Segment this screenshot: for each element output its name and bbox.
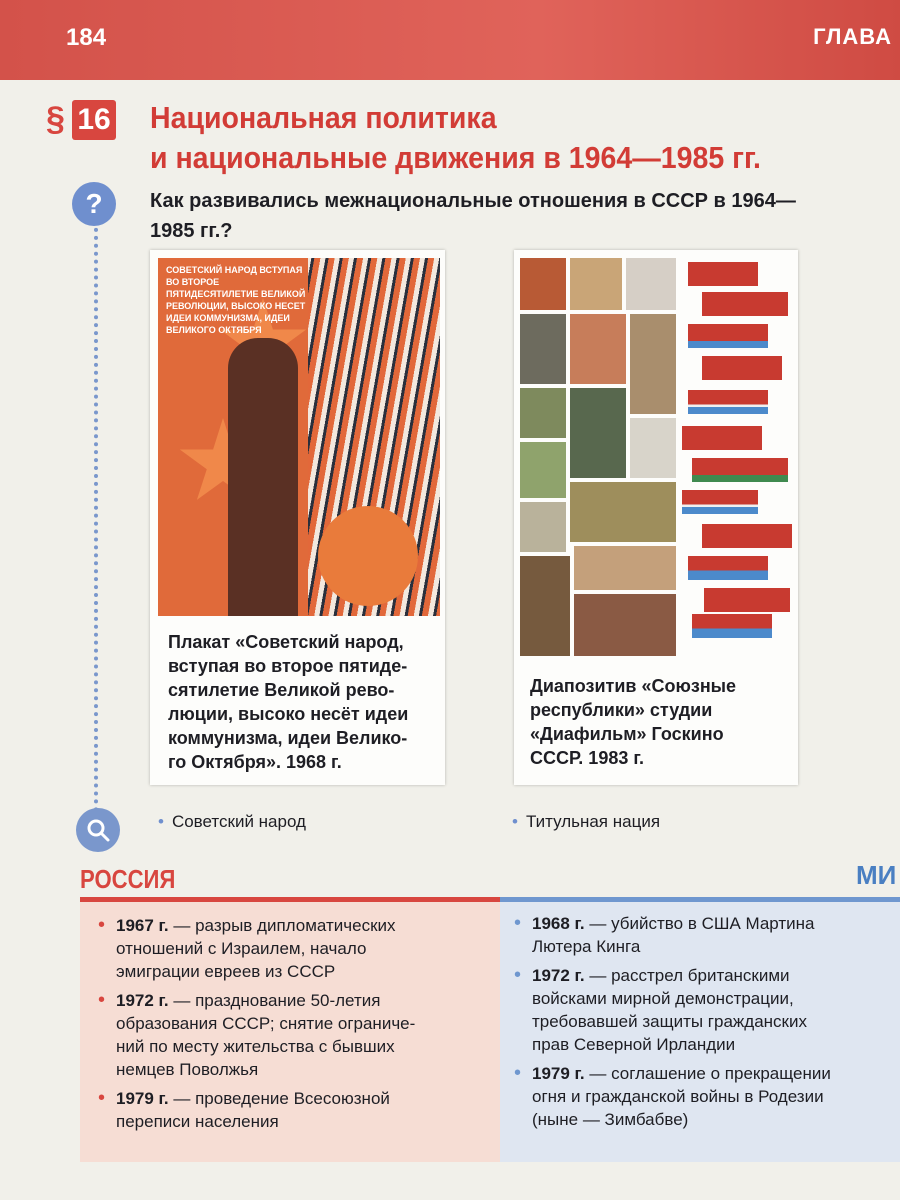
- caption-line: вступая во второе пятиде-: [168, 656, 408, 676]
- flag: [692, 614, 772, 638]
- woman-figure: [228, 338, 298, 616]
- concept-label: Титульная нация: [525, 812, 661, 831]
- collage-photo: [574, 594, 676, 656]
- page-number: 184: [66, 24, 107, 51]
- event-item: [512, 964, 897, 1056]
- dotted-guide-line: [94, 220, 98, 820]
- collage-photo: [630, 314, 676, 414]
- poster-caption: [168, 630, 438, 774]
- flag: [704, 588, 790, 612]
- photo-collage: [520, 258, 680, 658]
- concept-label: Советский народ: [171, 812, 306, 831]
- event-year: 1972 г.: [532, 966, 585, 985]
- flag: [688, 324, 768, 348]
- collage-photo: [570, 388, 626, 478]
- caption-line: «Диафильм» Госкино: [530, 724, 724, 744]
- event-text: ний по месту жительства с бывших: [116, 1037, 395, 1056]
- event-text: образования СССР; снятие ограниче-: [116, 1014, 416, 1033]
- diapositive-caption: [530, 674, 792, 770]
- collage-photo: [520, 258, 566, 310]
- event-text: — расстрел британскими: [584, 966, 790, 985]
- collage-photo: [570, 482, 676, 542]
- caption-line: го Октября». 1968 г.: [168, 752, 342, 772]
- collage-photo: [574, 546, 676, 590]
- flag: [692, 458, 788, 482]
- section-number: 16: [72, 100, 116, 140]
- event-text: огня и гражданской войны в Родезии: [532, 1087, 824, 1106]
- event-text: — разрыв дипломатических: [168, 916, 396, 935]
- poster-image: [158, 258, 440, 616]
- republic-flags: [682, 258, 792, 638]
- flag: [702, 524, 792, 548]
- flag: [688, 262, 758, 286]
- section-sign: §: [46, 100, 65, 138]
- collage-photo: [630, 418, 676, 478]
- caption-line: коммунизма, идеи Велико-: [168, 728, 408, 748]
- search-icon: [76, 808, 120, 852]
- flag: [688, 556, 768, 580]
- collage-photo: [520, 556, 570, 656]
- poster-slogan: СОВЕТСКИЙ НАРОД ВСТУПАЯ ВО ВТОРОЕ ПЯТИДЕСЯТИЛЕТИЕ ВЕЛИКОЙ РЕВОЛЮЦИИ, ВЫСОКО НЕСЕТ ИДЕИ КОММУНИЗМА, ИДЕИ ВЕЛИКОГО ОКТЯБРЯ: [166, 265, 306, 335]
- russia-events: [96, 914, 496, 1139]
- collage-photo: [570, 314, 626, 384]
- title-line-2: и национальные движения в 1964—1985 гг.: [150, 140, 761, 175]
- event-item: [96, 989, 496, 1081]
- concept-item: • Титульная нация: [512, 812, 661, 831]
- event-text: переписи населения: [116, 1112, 279, 1131]
- flag: [702, 356, 782, 380]
- key-question: [150, 186, 870, 246]
- chapter-label: ГЛАВА: [813, 24, 892, 49]
- event-text: прав Северной Ирландии: [532, 1035, 736, 1054]
- question-icon: ?: [72, 182, 116, 226]
- flag: [702, 292, 788, 316]
- event-text: Лютера Кинга: [532, 937, 641, 956]
- caption-line: люции, высоко несёт идеи: [168, 704, 409, 724]
- event-year: 1967 г.: [116, 916, 169, 935]
- caption-line: сятилетие Великой рево-: [168, 680, 395, 700]
- event-year: 1979 г.: [532, 1064, 585, 1083]
- event-text: — проведение Всесоюзной: [168, 1089, 390, 1108]
- event-year: 1979 г.: [116, 1089, 169, 1108]
- event-text: — убийство в США Мартина: [584, 914, 815, 933]
- flag: [688, 390, 768, 414]
- event-text: требовавшей защиты гражданских: [532, 1012, 807, 1031]
- event-text: — празднование 50-летия: [168, 991, 381, 1010]
- event-text: немцев Поволжья: [116, 1060, 259, 1079]
- event-item: [96, 914, 496, 983]
- event-year: 1972 г.: [116, 991, 169, 1010]
- event-text: войсками мирной демонстрации,: [532, 989, 794, 1008]
- world-heading: МИ: [856, 860, 897, 890]
- event-item: [512, 912, 897, 958]
- question-line-2: 1985 гг.?: [150, 220, 233, 242]
- collage-photo: [520, 502, 566, 552]
- caption-line: республики» студии: [530, 700, 713, 720]
- caption-line: Диапозитив «Союзные: [530, 676, 737, 696]
- event-item: [512, 1062, 897, 1131]
- caption-line: Плакат «Советский народ,: [168, 632, 404, 652]
- collage-photo: [570, 258, 622, 310]
- flag: [682, 426, 762, 450]
- title-line-1: Национальная политика: [150, 100, 497, 135]
- event-text: (ныне — Зимбабве): [532, 1110, 689, 1129]
- collage-photo: [626, 258, 676, 310]
- event-text: эмиграции евреев из СССР: [116, 962, 336, 981]
- page-header-bar: [0, 0, 900, 80]
- world-events: [512, 912, 897, 1137]
- caption-line: СССР. 1983 г.: [530, 748, 645, 768]
- collage-photo: [520, 314, 566, 384]
- question-line-1: Как развивались межнациональные отношения в СССР в 1964—: [150, 190, 796, 212]
- event-year: 1968 г.: [532, 914, 585, 933]
- sun-shape: [318, 506, 418, 606]
- collage-photo: [520, 388, 566, 438]
- concept-item: • Советский народ: [158, 812, 306, 831]
- section-title: [150, 98, 812, 178]
- event-text: отношений с Израилем, начало: [116, 939, 367, 958]
- flag: [682, 490, 758, 514]
- event-text: — соглашение о прекращении: [584, 1064, 831, 1083]
- russia-heading: РОССИЯ: [80, 864, 176, 894]
- event-item: [96, 1087, 496, 1133]
- collage-photo: [520, 442, 566, 498]
